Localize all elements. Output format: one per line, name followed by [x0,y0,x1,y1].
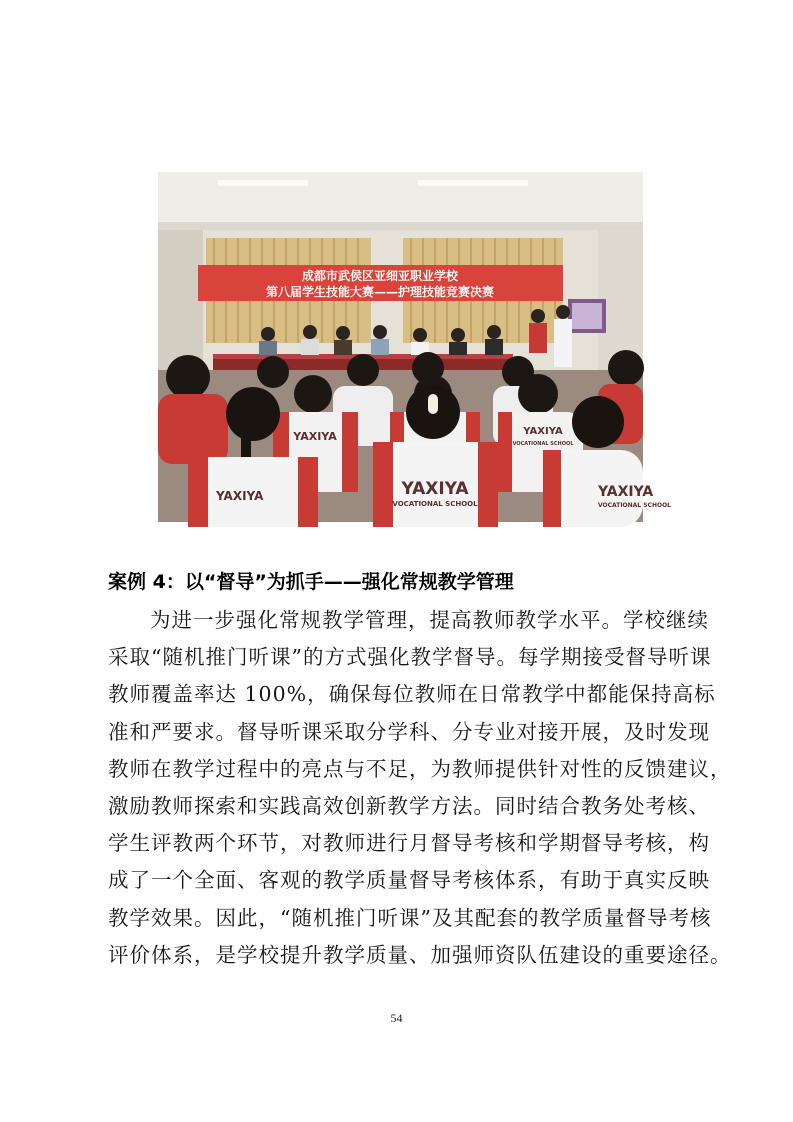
body-line: 学生评教两个环节，对教师进行月督导考核和学期督导考核，构 [108,831,710,856]
body-line: 为进一步强化常规教学管理，提高教师教学水平。学校继续 [150,608,709,632]
shirt-brand-front-left: YAXIYA [216,489,264,503]
body-line: 教师在教学过程中的亮点与不足，为教师提供针对性的反馈建议， [108,756,732,781]
banner-line-1: 成都市武侯区亚细亚职业学校 [301,269,459,283]
body-line: 成了一个全面、客观的教学质量督导考核体系，有助于真实反映 [108,868,710,893]
shirt-subtitle-front-center: VOCATIONAL SCHOOL [392,500,478,508]
page-number: 54 [390,1011,403,1025]
body-line: 教师覆盖率达 100%，确保每位教师在日常教学中都能保持高标 [108,682,716,707]
shirt-brand-front-right: YAXIYA [598,484,654,500]
banner-line-2: 第八届学生技能大赛——护理技能竞赛决赛 [265,285,495,299]
shirt-brand-middle-left: YAXIYA [293,430,337,443]
event-banner [198,265,563,301]
shirt-brand-front-center: YAXIYA [401,479,469,499]
body-line: 评价体系，是学校提升教学质量、加强师资队伍建设的重要途径。 [108,942,732,967]
event-photo-illustration [158,172,671,522]
body-line: 教学效果。因此，“随机推门听课”及其配套的教学质量督导考核 [108,905,712,930]
body-line: 采取“随机推门听课”的方式强化教学督导。每学期接受督导听课 [108,645,712,670]
shirt-subtitle-middle-right: VOCATIONAL SCHOOL [512,441,574,447]
body-line: 准和严要求。督导听课采取分学科、分专业对接开展，及时发现 [108,719,710,744]
case-body [108,602,732,974]
body-line: 激励教师探索和实践高效创新教学方法。同时结合教务处考核、 [108,793,710,818]
shirt-brand-middle-right: YAXIYA [523,426,563,437]
shirt-subtitle-front-right: VOCATIONAL SCHOOL [598,502,671,509]
case-heading: 案例 4：以“督导”为抓手——强化常规教学管理 [108,571,514,593]
event-photo [158,172,671,522]
